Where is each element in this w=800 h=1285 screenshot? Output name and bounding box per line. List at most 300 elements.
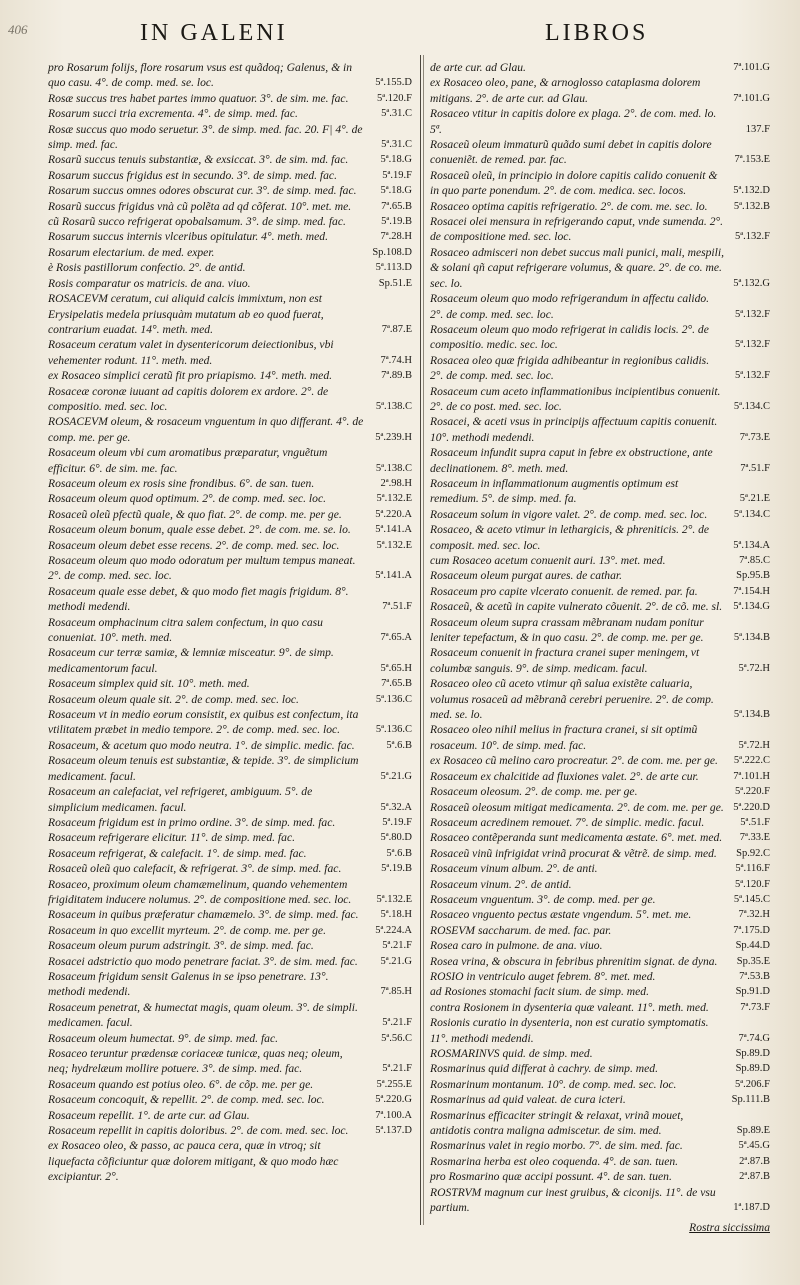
entry-reference: 5ª.65.H xyxy=(380,662,412,674)
entry-text: Rosaceum penetrat, & humectat magis, quam oleum. 3°. de simpli. medicamen. facul. xyxy=(48,1000,358,1030)
index-entry xyxy=(48,1031,412,1046)
entry-text: ex Rosaceo oleo, pane, & arnoglosso cataplasma dolorem mitigans. 2°. de arte cur. ad Glau. xyxy=(430,76,701,105)
entry-reference: 5ª.155.D xyxy=(375,77,412,89)
index-entry xyxy=(430,877,770,892)
entry-reference: 5ª.18.H xyxy=(380,909,412,921)
index-entry xyxy=(430,75,770,106)
entry-reference: 5ª.145.C xyxy=(733,893,770,905)
index-entry xyxy=(48,1077,412,1092)
entry-text: Rosmarinus ad quid valeat. de cura icteri. xyxy=(430,1093,626,1107)
entry-reference: 5ª.132.D xyxy=(733,185,770,197)
entry-text: ROSTRVM magnum cur inest gruibus, & ciconijs. 11°. de vsu partium. xyxy=(430,1185,716,1215)
entry-reference: 5ª.56.C xyxy=(381,1032,412,1044)
entry-reference: 5ª.45.G xyxy=(738,1140,770,1152)
entry-text: Rosaceũ oleũ, in principio in dolore capitis calido conuenit & in quo parte ponendum. 2°. de com. medica. sec. locos. xyxy=(430,168,718,198)
entry-reference: 5ª.134.G xyxy=(733,601,770,613)
index-entry xyxy=(430,1169,770,1184)
entry-text: Rosaceũ vinũ infrigidat vrinã procurat & vẽtrẽ. de simp. med. xyxy=(430,846,717,860)
entry-reference: 5ª.132.B xyxy=(733,200,770,212)
index-entry xyxy=(48,522,412,537)
entry-text: cum Rosaceo acetum conuenit auri. 13°. met. med. xyxy=(430,554,666,567)
entry-text: cũ Rosarũ succo refrigerat opobalsamum. 3°. de simp. med. fac. xyxy=(48,215,346,229)
entry-reference: 7ª.87.E xyxy=(381,323,412,335)
index-entry xyxy=(48,168,412,183)
index-entry xyxy=(430,507,770,522)
entry-reference: Sp.91.D xyxy=(735,986,770,998)
entry-text: Rosaceum frigidum est in primo ordine. 3°. de simp. med. fac. xyxy=(48,815,336,829)
entry-text: Rosaceum repellit. 1°. de arte cur. ad Glau. xyxy=(48,1108,250,1122)
entry-reference: 7ª.53.B xyxy=(739,970,770,982)
index-entry xyxy=(48,615,412,646)
index-entry xyxy=(48,553,412,584)
entry-text: Rosæ succus tres habet partes immo quatuor. 3°. de sim. me. fac. xyxy=(48,91,349,105)
entry-text: Rosaceum acredinem remouet. 7°. de simplic. medic. facul. xyxy=(430,815,705,829)
index-entry xyxy=(430,553,770,568)
entry-text: Rosmarinus efficaciter stringit & relaxat, vrinã mouet, antidotis contra maligna admiscetur. de sim. med. xyxy=(430,1108,684,1138)
entry-reference: 7ª.32.H xyxy=(738,909,770,921)
entry-reference: 7ª.73.F xyxy=(740,1001,770,1013)
entry-reference: 5ª.18.G xyxy=(380,154,412,166)
entry-text: Rosarũ succus frigidus vnà cũ polẽta ad qd cõferat. 10°. met. me. xyxy=(48,199,352,213)
entry-text: Rosarum succi tria excrementa. 4°. de simp. med. fac. xyxy=(48,107,298,121)
index-entry xyxy=(48,337,412,368)
entry-text: Rosionis curatio in dysenteria, non est curatio symptomatis. 11°. methodi medendi. xyxy=(430,1016,709,1045)
index-entry xyxy=(430,60,770,75)
entry-reference: 5ª.132.F xyxy=(735,370,770,382)
entry-text: Rosaceum solum in vigore valet. 2°. de comp. med. sec. loc. xyxy=(430,507,708,521)
entry-text: Rosea caro in pulmone. de ana. viuo. xyxy=(430,939,603,953)
index-entry xyxy=(48,1108,412,1123)
entry-reference: 7ª.33.E xyxy=(739,832,770,844)
index-entry xyxy=(48,938,412,953)
entry-reference: 5ª.136.C xyxy=(375,724,412,736)
index-entry xyxy=(430,1061,770,1076)
index-entry xyxy=(430,245,770,291)
entry-reference: 5ª.134.C xyxy=(733,508,770,520)
index-entry xyxy=(48,445,412,476)
header-left-title: IN GALENI xyxy=(140,20,288,46)
index-entry xyxy=(48,861,412,876)
entry-reference: 5ª.206.F xyxy=(735,1078,770,1090)
entry-reference: 5ª.120.F xyxy=(377,92,412,104)
entry-reference: 5ª.132.F xyxy=(735,231,770,243)
index-entry xyxy=(430,476,770,507)
entry-text: Rosaceo contẽperanda sunt medicamenta æstate. 6°. met. med. xyxy=(430,831,723,845)
index-entry xyxy=(430,584,770,599)
index-entry xyxy=(430,522,770,553)
entry-reference: 5ª.136.C xyxy=(375,693,412,705)
index-entry xyxy=(430,214,770,245)
entry-reference: 7ª.51.F xyxy=(740,462,770,474)
entry-text: Rosaceo, proximum oleum chamæmelinum, quando vehementem frigiditatem inducere nolumus. 2°. de compositione med. sec. loc. xyxy=(48,877,352,906)
entry-reference: 7ª.101.G xyxy=(733,92,770,104)
entry-reference: 5ª.132.E xyxy=(376,493,412,505)
entry-text: Rosaceum in quibus præferatur chamæmelo. 3°. de simp. med. fac. xyxy=(48,908,359,922)
entry-reference: Sp.92.C xyxy=(736,847,770,859)
index-entry xyxy=(430,291,770,322)
index-entry xyxy=(48,830,412,845)
entry-text: de arte cur. ad Glau. xyxy=(430,61,526,74)
index-entry xyxy=(48,122,412,153)
index-entry xyxy=(430,722,770,753)
index-entry xyxy=(430,969,770,984)
index-entry xyxy=(430,568,770,583)
column-divider-secondary xyxy=(423,55,424,1225)
index-entry xyxy=(48,738,412,753)
entry-text: ROSEVM saccharum. de med. fac. par. xyxy=(430,923,612,937)
index-entry xyxy=(430,1185,770,1216)
entry-text: Rosaceo oleo nihil melius in fractura cranei, si sit optimũ rosaceum. 10°. de simp. med. fac. xyxy=(430,723,698,752)
entry-text: Rosmarina herba est oleo coquenda. 4°. de san. tuen. xyxy=(430,1154,679,1168)
index-entry xyxy=(48,877,412,908)
index-entry xyxy=(48,584,412,615)
entry-reference: 5ª.224.A xyxy=(375,924,412,936)
index-entry xyxy=(430,1015,770,1046)
entry-reference: 5ª.72.H xyxy=(738,739,770,751)
entry-reference: 5ª.132.E xyxy=(376,893,412,905)
entry-reference: Sp.108.D xyxy=(372,246,412,258)
index-entry xyxy=(430,892,770,907)
entry-reference: 7ª.73.E xyxy=(739,431,770,443)
index-entry xyxy=(430,322,770,353)
entry-text: Rosaceum infundit supra caput in febre ex obstructione, ante declinationem. 8°. meth. med. xyxy=(430,446,713,475)
index-entry xyxy=(48,384,412,415)
entry-text: Rosaceo optima capitis refrigeratio. 2°. de com. me. sec. lo. xyxy=(430,199,708,213)
entry-reference: 7ª.65.B xyxy=(381,200,412,212)
entry-text: Rosaceo vnguento pectus æstate vngendum. 5°. met. me. xyxy=(430,908,692,922)
index-entry xyxy=(430,137,770,168)
entry-reference: 5ª.21.F xyxy=(382,940,412,952)
entry-text: Rosaceum in inflammationum augmentis optimum est remedium. 5°. de simp. med. fa. xyxy=(430,476,679,506)
entry-reference: 5ª.141.A xyxy=(375,570,412,582)
entry-text: Rosmarinus quid differat à cachry. de simp. med. xyxy=(430,1062,658,1076)
entry-reference: 5ª.21.F xyxy=(382,1017,412,1029)
index-entry xyxy=(48,784,412,815)
entry-reference: 7ª.101.G xyxy=(733,62,770,73)
index-entry xyxy=(430,954,770,969)
entry-reference: 5ª.19.F xyxy=(382,816,412,828)
entry-text: Rosaceum, & acetum quo modo neutra. 1°. de simplic. medic. fac. xyxy=(48,738,355,752)
entry-text: ex Rosaceo simplici ceratũ fit pro priapismo. 14°. meth. med. xyxy=(48,369,333,383)
entry-reference: Sp.89.D xyxy=(735,1063,770,1075)
index-entry xyxy=(48,106,412,121)
index-entry xyxy=(430,645,770,676)
entry-text: Rosaceum frigidum sensit Galenus in se ipso penetrare. 13°. methodi medendi. xyxy=(48,969,329,999)
index-entry xyxy=(48,846,412,861)
entry-text: Rosarum succus internis vlceribus opitulatur. 4°. meth. med. xyxy=(48,230,328,244)
entry-reference: 7ª.100.A xyxy=(375,1109,412,1121)
entry-reference: 7ª.153.E xyxy=(734,154,770,166)
entry-reference: 7ª.85.H xyxy=(380,986,412,998)
entry-text: Rosacei adstrictio quo modo penetrare faciat. 3°. de sim. med. fac. xyxy=(48,954,358,968)
entry-reference: 5ª.21.E xyxy=(739,493,770,505)
index-entry xyxy=(48,707,412,738)
entry-text: Rosæ succus quo modo seruetur. 3°. de simp. med. fac. 20. F| 4°. de simp. med. fac. xyxy=(48,122,363,152)
entry-text: Rosaceum oleum ex rosis sine frondibus. 6°. de san. tuen. xyxy=(48,476,315,490)
index-entry xyxy=(430,769,770,784)
index-entry xyxy=(48,1123,412,1138)
entry-reference: 7ª.74.G xyxy=(738,1032,770,1044)
index-entry xyxy=(48,954,412,969)
index-entry xyxy=(48,645,412,676)
header-right-title: LIBROS xyxy=(545,20,649,46)
index-entry xyxy=(430,830,770,845)
entry-text: Rosaceum concoquit, & repellit. 2°. de comp. med. sec. loc. xyxy=(48,1093,325,1107)
entry-reference: 5ª.220.G xyxy=(375,1094,412,1106)
entry-text: Rosaceũ oleũ quo calefacit, & refrigerat. 3°. de simp. med. fac. xyxy=(48,862,342,876)
entry-reference: 5ª.138.C xyxy=(375,400,412,412)
entry-reference: 7ª.89.B xyxy=(381,370,412,382)
entry-text: Rosarum electarium. de med. exper. xyxy=(48,245,215,259)
entry-reference: 5ª.116.F xyxy=(735,863,770,875)
entry-text: Rosaceum oleum vbi cum aromatibus præparatur, vnguẽtum efficitur. 6°. de sim. me. fac. xyxy=(48,446,328,475)
entry-reference: 5ª.239.H xyxy=(375,431,412,443)
entry-reference: 7ª.51.F xyxy=(382,601,412,613)
entry-text: ROSACEVM oleum, & rosaceum vnguentum in quo differant. 4°. de comp. me. per ge. xyxy=(48,415,364,444)
entry-reference: 5ª.31.C xyxy=(381,139,412,151)
entry-reference: 2ª.87.B xyxy=(739,1171,770,1183)
left-index-column xyxy=(48,60,412,1185)
entry-text: Rosaceo oleo cũ aceto vtimur qñ salua existẽte caluaria, volumus rosaceũ ad mẽbranã cerebri peruenire. 2°. de comp. med. se. lo. xyxy=(430,677,714,722)
entry-reference: 2ª.87.B xyxy=(739,1155,770,1167)
index-entry xyxy=(430,445,770,476)
entry-reference: 5ª.21.G xyxy=(380,770,412,782)
entry-reference: 5ª.113.D xyxy=(375,262,412,274)
entry-text: Rosaceo vtitur in capitis dolore ex plaga. 2°. de com. med. lo. 5ª. xyxy=(430,107,717,136)
index-entry xyxy=(430,1092,770,1107)
index-entry xyxy=(48,1092,412,1107)
index-entry xyxy=(48,538,412,553)
index-entry xyxy=(48,368,412,383)
entry-text: pro Rosmarino quæ accipi possunt. 4°. de san. tuen. xyxy=(430,1170,672,1184)
index-entry xyxy=(48,199,412,214)
entry-text: Rosaceum omphacinum citra salem confectum, in quo casu conueniat. 10°. meth. med. xyxy=(48,615,323,645)
entry-text: Rosacea oleo quæ frigida adhibeantur in regionibus calidis. 2°. de comp. med. sec. loc. xyxy=(430,353,710,383)
entry-text: Rosaceum vt in medio eorum consistit, ex quibus est confectum, ita vtilitatem præbet in medio tempore. 2°. de comp. med. sec. loc. xyxy=(48,708,359,737)
running-header xyxy=(0,20,800,56)
entry-reference: 5ª.6.B xyxy=(386,739,412,751)
entry-text: Rosarum succus frigidus est in secundo. 3°. de simp. med. fac. xyxy=(48,168,337,182)
entry-text: Rosaceum oleum quale sit. 2°. de comp. med. sec. loc. xyxy=(48,692,299,706)
entry-text: Rosacei olei mensura in refrigerando caput, vnde sumenda. 2°. de compositione med. sec. loc. xyxy=(430,215,724,244)
index-entry xyxy=(48,229,412,244)
index-entry xyxy=(430,414,770,445)
index-entry xyxy=(48,183,412,198)
entry-text: Rosaceum vinum. 2°. de antid. xyxy=(430,877,572,891)
entry-reference: 5ª.132.F xyxy=(735,339,770,351)
entry-text: Rosaceum quando est potius oleo. 6°. de cõp. me. per ge. xyxy=(48,1077,314,1091)
index-entry xyxy=(430,106,770,137)
entry-reference: 5ª.19.B xyxy=(381,863,412,875)
entry-text: Rosmarinus valet in regio morbo. 7°. de sim. med. fac. xyxy=(430,1139,683,1153)
entry-reference: 5ª.18.G xyxy=(380,185,412,197)
entry-reference: 5ª.220.D xyxy=(733,801,770,813)
entry-reference: 137.F xyxy=(745,123,770,135)
entry-reference: 5ª.222.C xyxy=(733,755,770,767)
entry-reference: 7ª.101.H xyxy=(733,770,770,782)
entry-text: Rosaceum oleum humectat. 9°. de simp. med. fac. xyxy=(48,1031,279,1045)
index-entry xyxy=(48,1138,412,1184)
index-entry xyxy=(48,491,412,506)
entry-reference: 7ª.65.B xyxy=(381,678,412,690)
index-entry xyxy=(430,199,770,214)
index-entry xyxy=(48,260,412,275)
entry-text: Rosaceum quale esse debet, & quo modo fiet magis frigidum. 8°. methodi medendi. xyxy=(48,584,349,614)
entry-reference: 5ª.19.B xyxy=(381,216,412,228)
entry-text: contra Rosionem in dysenteria quæ valeant. 11°. meth. med. xyxy=(430,1000,709,1014)
index-entry xyxy=(430,353,770,384)
index-entry xyxy=(430,784,770,799)
column-divider xyxy=(420,55,421,1225)
index-entry xyxy=(430,1154,770,1169)
entry-reference: 5ª.255.E xyxy=(376,1078,412,1090)
index-entry xyxy=(48,1046,412,1077)
entry-text: Rosaceum oleum purum adstringit. 3°. de simp. med. fac. xyxy=(48,939,314,953)
entry-reference: 5ª.6.B xyxy=(386,847,412,859)
entry-text: Rosaceum simplex quid sit. 10°. meth. med. xyxy=(48,677,250,691)
entry-reference: 5ª.134.C xyxy=(733,400,770,412)
index-entry xyxy=(48,276,412,291)
entry-reference: 5ª.80.D xyxy=(380,832,412,844)
index-entry xyxy=(48,291,412,337)
entry-reference: Sp.35.E xyxy=(736,955,770,967)
page-number: 406 xyxy=(8,22,28,37)
entry-text: Rosaceum conuenit in fractura cranei super meningem, vt columbæ sanguis. 9°. de simp. medicam. facul. xyxy=(430,646,700,675)
entry-text: Rosaceum refrigerat, & calefacit. 1°. de simp. med. fac. xyxy=(48,846,307,860)
entry-text: pro Rosarum folijs, flore rosarum vsus est quãdoq; Galenus, & in quo casu. 4°. de comp. med. se. loc. xyxy=(48,61,353,90)
entry-text: ROSACEVM ceratum, cui aliquid calcis immixtum, non est Erysipelatis medela priusquàm mutatum ab eo quod fuerat, contrarium euadat. 14°. meth. med. xyxy=(48,292,324,336)
entry-reference: 5ª.138.C xyxy=(375,462,412,474)
entry-text: Rosaceo teruntur prædensæ coriaceæ tunicæ, quas neq; oleum, neq; hydrelæum mollire potuere. 3°. de simp. med. fac. xyxy=(48,1047,343,1076)
index-entry xyxy=(48,907,412,922)
entry-text: Rosaceum oleum quo modo odoratum per multum tempus maneat. 2°. de comp. med. sec. loc. xyxy=(48,554,356,583)
entry-text: è Rosis pastillorum confectio. 2°. de antid. xyxy=(48,261,246,275)
index-entry xyxy=(430,815,770,830)
index-entry xyxy=(48,923,412,938)
index-entry xyxy=(430,923,770,938)
right-index-column xyxy=(430,60,770,1215)
entry-reference: 5ª.120.F xyxy=(735,878,770,890)
entry-reference: Sp.89.E xyxy=(736,1125,770,1137)
index-entry xyxy=(430,615,770,646)
index-entry xyxy=(430,1000,770,1015)
entry-reference: 5ª.141.A xyxy=(375,524,412,536)
entry-text: Rosaceum oleum quo modo refrigerandum in affectu calido. 2°. de comp. med. sec. loc. xyxy=(430,292,710,321)
index-entry xyxy=(48,692,412,707)
index-entry xyxy=(48,815,412,830)
catchword: Rostra siccissima xyxy=(689,1222,770,1234)
entry-text: Rosaceũ, & acetũ in capite vulnerato cõuenit. 2°. de cõ. me. sl. xyxy=(430,600,723,614)
entry-reference: 5ª.19.F xyxy=(382,169,412,181)
entry-text: Rosmarinum montanum. 10°. de comp. med. sec. loc. xyxy=(430,1077,677,1091)
entry-text: Rosacei, & aceti vsus in principijs affectuum capitis conuenit. 10°. methodi medendi. xyxy=(430,415,718,444)
entry-reference: 5ª.220.A xyxy=(375,508,412,520)
index-entry xyxy=(48,91,412,106)
entry-reference: Sp.111.B xyxy=(731,1094,770,1106)
entry-reference: 5ª.32.A xyxy=(380,801,412,813)
entry-reference: Sp.95.B xyxy=(736,570,770,582)
entry-text: Rosaceum pro capite vlcerato conuenit. de remed. par. fa. xyxy=(430,584,698,598)
index-entry xyxy=(48,414,412,445)
index-entry xyxy=(48,214,412,229)
index-entry xyxy=(430,938,770,953)
entry-text: Rosaceum repellit in capitis doloribus. 2°. de com. med. sec. loc. xyxy=(48,1124,349,1138)
entry-reference: 5ª.220.F xyxy=(735,786,770,798)
entry-text: ex Rosaceo oleo, & passo, ac pauca cera, quæ in vtroq; sit liquefacta cõficiuntur quæ dolorem mitigant, & quo modo hæc excipiantur. 2°. xyxy=(48,1139,339,1184)
entry-reference: 5ª.134.B xyxy=(733,632,770,644)
index-entry xyxy=(430,676,770,722)
entry-reference: 5ª.132.E xyxy=(376,539,412,551)
index-entry xyxy=(48,245,412,260)
index-entry xyxy=(430,599,770,614)
entry-text: ROSIO in ventriculo auget febrem. 8°. met. med. xyxy=(430,969,656,983)
entry-reference: 7ª.74.H xyxy=(380,354,412,366)
entry-text: Rosaceum refrigerare elicitur. 11°. de simp. med. fac. xyxy=(48,831,295,845)
entry-reference: 5ª.21.F xyxy=(382,1063,412,1075)
entry-text: Rosaceũ oleũ pfectũ quale, & quo fiat. 2°. de comp. me. per ge. xyxy=(48,507,342,521)
entry-text: Rosaceũ oleosum mitigat medicamenta. 2°. de com. me. per ge. xyxy=(430,800,724,814)
entry-text: Rosaceum oleum supra crassam mẽbranam nudam ponitur leniter tepefactum, & in quo casu. 2°. de comp. me. per ge. xyxy=(430,615,704,645)
entry-text: Rosaceum cur terræ samiæ, & lemniæ misceatur. 9°. de simp. medicamentorum facul. xyxy=(48,646,334,675)
entry-reference: 5ª.134.B xyxy=(733,709,770,721)
entry-text: Rosaceum vinum album. 2°. de anti. xyxy=(430,862,598,876)
entry-text: Rosaceum oleum tenuis est substantiæ, & tepide. 3°. de simplicium medicament. facul. xyxy=(48,754,359,783)
entry-text: ex Rosaceo cũ melino caro procreatur. 2°. de com. me. per ge. xyxy=(430,754,718,768)
index-entry xyxy=(48,476,412,491)
entry-text: Rosaceum vnguentum. 3°. de comp. med. per ge. xyxy=(430,892,656,906)
index-entry xyxy=(430,1077,770,1092)
index-entry xyxy=(430,1046,770,1061)
entry-text: Rosaceũ oleum immaturũ quãdo sumi debet in capitis dolore conueniẽt. de remed. par. fac. xyxy=(430,138,712,167)
entry-reference: 7ª.175.D xyxy=(733,924,770,936)
index-entry xyxy=(430,1138,770,1153)
entry-text: ad Rosiones stomachi facit sium. de simp. med. xyxy=(430,985,649,999)
entry-text: Rosaceum cum aceto inflammationibus incipientibus conuenit. 2°. de co post. med. sec. loc. xyxy=(430,384,721,413)
entry-text: Rosaceum oleum debet esse recens. 2°. de comp. med. sec. loc. xyxy=(48,538,340,552)
entry-text: Rosaceum oleum purgat aures. de cathar. xyxy=(430,569,623,583)
entry-reference: Sp.89.D xyxy=(735,1048,770,1059)
index-entry xyxy=(430,1108,770,1139)
entry-reference: 5ª.21.G xyxy=(380,955,412,967)
entry-text: Rosarum succus omnes odores obscurat cur. 3°. de simp. med. fac. xyxy=(48,184,357,198)
entry-reference: 5ª.51.F xyxy=(740,816,770,828)
entry-text: Rosarũ succus tenuis substantiæ, & exsiccat. 3°. de sim. md. fac. xyxy=(48,153,349,167)
index-entry xyxy=(48,1000,412,1031)
entry-reference: 1ª.187.D xyxy=(733,1202,770,1214)
entry-reference: 5ª.132.G xyxy=(733,277,770,289)
entry-reference: 7ª.154.H xyxy=(733,585,770,597)
index-entry xyxy=(48,60,412,91)
entry-text: Rosaceæ coronæ iuuant ad capitis dolorem ex ardore. 2°. de compositio. med. sec. loc. xyxy=(48,384,329,413)
index-entry xyxy=(48,676,412,691)
entry-text: Rosaceum ex chalcitide ad fluxiones valet. 2°. de arte cur. xyxy=(430,769,699,783)
index-entry xyxy=(48,152,412,167)
entry-reference: 7ª.28.H xyxy=(380,231,412,243)
index-entry xyxy=(430,861,770,876)
index-entry xyxy=(430,753,770,768)
entry-text: Rosaceum oleum quo modo refrigerat in calidis locis. 2°. de compositio. medic. sec. loc. xyxy=(430,322,709,352)
index-entry xyxy=(430,984,770,999)
entry-text: Rosaceo admisceri non debet succus mali punici, mali, mespili, & solani qñ caput refrigerare volumus, & quare. 2°. de co. me. sec. lo. xyxy=(430,245,724,290)
entry-reference: 5ª.132.F xyxy=(735,308,770,320)
entry-reference: Sp.51.E xyxy=(378,277,412,289)
entry-reference: 7ª.85.C xyxy=(739,555,770,566)
entry-reference: 7ª.65.A xyxy=(380,632,412,644)
entry-reference: Sp.44.D xyxy=(735,940,770,952)
index-entry xyxy=(430,168,770,199)
entry-text: Rosea vrina, & obscura in febribus phrenitim signat. de dyna. xyxy=(430,954,718,968)
entry-text: Rosis comparatur os matricis. de ana. viuo. xyxy=(48,276,251,290)
